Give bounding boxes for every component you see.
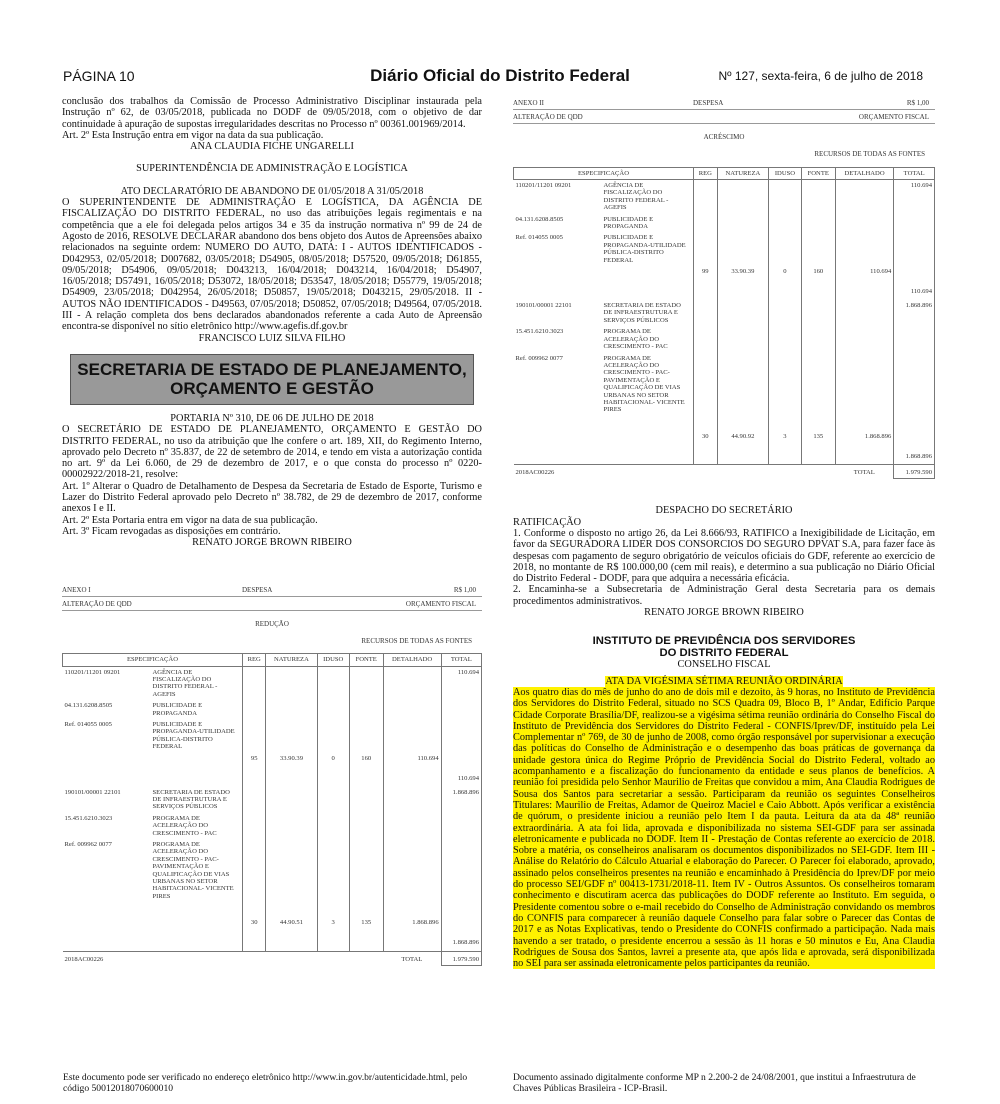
cell-reg <box>243 719 266 753</box>
cell-total <box>894 353 935 431</box>
superintendencia-title: SUPERINTENDÊNCIA DE ADMINISTRAÇÃO E LOGÍSTICA <box>136 163 408 175</box>
cell-iduso <box>769 326 802 352</box>
alteracao-label: ALTERAÇÃO DE QDD <box>513 113 583 121</box>
footer-verification: Este documento pode ser verificado no endereço eletrônico http://www.in.gov.br/autenticidade.html, pelo código 50012018070600010 <box>63 1072 468 1094</box>
cell-iduso <box>769 214 802 233</box>
anexo-i-table <box>62 653 482 966</box>
cell-iduso: 3 <box>769 431 802 465</box>
cell-total: 1.868.896 <box>441 917 481 951</box>
cell-det: 1.868.896 <box>383 917 441 951</box>
section-title-line1: SECRETARIA DE ESTADO DE PLANEJAMENTO, <box>77 359 467 379</box>
cell-code: 190101/00001 22101 <box>515 302 572 310</box>
cell-desc <box>602 431 694 465</box>
footer-total-value: 1.979.590 <box>441 951 481 965</box>
instituto-title-line2: DO DISTRITO FEDERAL <box>659 647 789 660</box>
column-header: IDUSO <box>317 654 349 666</box>
ata-title-wrap <box>513 676 935 687</box>
table-row <box>514 353 935 431</box>
column-header: IDUSO <box>769 167 802 179</box>
cell-det <box>835 353 894 431</box>
cell-total <box>441 719 481 753</box>
anexo-ii-table <box>513 167 935 480</box>
cell-code: 190101/00001 22101 <box>64 788 121 796</box>
anexo-label: ANEXO I <box>62 585 91 594</box>
cell-iduso <box>317 719 349 753</box>
cell-desc: PROGRAMA DE ACELERAÇÃO DO CRESCIMENTO - PAC-PAVIMENTAÇÃO E QUALIFICAÇÃO DE VIAS URBANAS NO SETOR HABITACIONAL- VICENTE PIRES <box>151 839 243 917</box>
cell-iduso: 3 <box>317 917 349 951</box>
cell-nat <box>266 719 317 753</box>
cell-iduso <box>317 787 349 813</box>
section-banner <box>70 354 474 405</box>
footer-total-label: TOTAL <box>853 469 875 476</box>
cell-iduso: 0 <box>317 753 349 787</box>
cell-desc: AGÊNCIA DE FISCALIZAÇÃO DO DISTRITO FEDERAL - AGEFIS <box>602 180 694 214</box>
column-header: TOTAL <box>441 654 481 666</box>
cell-code: 15.451.6210.3023 <box>64 814 113 822</box>
anexo-ii-header <box>513 96 935 124</box>
table-header-row <box>63 654 482 666</box>
ratificacao-label: RATIFICAÇÃO <box>513 516 582 528</box>
section-title-line2: ORÇAMENTO E GESTÃO <box>170 378 374 398</box>
cell-reg: 95 <box>243 753 266 787</box>
column-header: REG <box>694 167 718 179</box>
cell-code: Ref. 014055 0005 <box>64 720 112 728</box>
table-footer-row <box>514 465 935 479</box>
cell-iduso <box>317 813 349 839</box>
portaria-signature: RENATO JORGE BROWN RIBEIRO <box>192 537 352 549</box>
page-header <box>0 66 1000 90</box>
cell-det <box>383 813 441 839</box>
cell-fonte: 160 <box>801 266 835 300</box>
table-row <box>514 300 935 326</box>
footer-code: 2018AC00226 <box>515 469 555 476</box>
instrucao-conclusion: conclusão dos trabalhos da Comissão de Processo Administrativo Disciplinar instaurada pela Instrução nº 62, de 03/05/2018, publicada no DODF de 09/05/2018, com o objetivo de dar continuidade à apuração de supostas irregularidades descritas no Processo nº 00361.001969/2014. <box>62 96 482 130</box>
cell-code: 15.451.6210.3023 <box>515 328 564 336</box>
cell-reg <box>694 214 718 233</box>
cell-code <box>63 917 151 951</box>
cell-det: 1.868.896 <box>835 431 894 465</box>
cell-nat <box>266 787 317 813</box>
cell-nat <box>717 326 769 352</box>
cell-nat <box>717 300 769 326</box>
despacho-item-1: 1. Conforme o disposto no artigo 26, da Lei 8.666/93, RATIFICO a Inexigibilidade de Licitação, em favor da SEGURADORA LIDER DOS CONSORCIOS DO SEGURO DPVAT S.A, para fazer face às despesas com pagamento de seguro obrigatório de veículos oficiais do GDF, referente ao exercício de 2018, no montante de R$ 100.000,00 (cem mil reais), e determino a sua publicação no Diário Oficial do Distrito Federal - DODF, para que adquira a necessária eficácia. <box>513 528 935 585</box>
cell-desc <box>151 753 243 787</box>
table-row <box>63 666 482 700</box>
cell-total <box>441 700 481 719</box>
portaria-art1: Art. 1º Alterar o Quadro de Detalhamento de Despesa da Secretaria de Estado de Esporte, Turismo e Lazer do Distrito Federal aprovado pelo Decreto nº 38.782, de 29 de dezembro de 2017, conforme anexos I e II. <box>62 480 482 515</box>
cell-nat <box>266 700 317 719</box>
newspaper-title: Diário Oficial do Distrito Federal <box>370 66 630 85</box>
table-row <box>514 214 935 233</box>
cell-reg <box>243 813 266 839</box>
cell-det <box>383 700 441 719</box>
cell-fonte <box>801 353 835 431</box>
cell-nat <box>266 813 317 839</box>
cell-fonte <box>801 232 835 266</box>
cell-reg <box>694 300 718 326</box>
cell-desc: PROGRAMA DE ACELERAÇÃO DO CRESCIMENTO - PAC-PAVIMENTAÇÃO E QUALIFICAÇÃO DE VIAS URBANAS NO SETOR HABITACIONAL- VICENTE PIRES <box>602 353 694 431</box>
cell-iduso <box>317 839 349 917</box>
page-number: PÁGINA 10 <box>63 68 135 84</box>
cell-code <box>63 753 151 787</box>
column-header: ESPECIFICAÇÃO <box>63 654 243 666</box>
cell-fonte <box>801 214 835 233</box>
cell-code: Ref. 009962 0077 <box>515 354 563 362</box>
cell-det <box>835 326 894 352</box>
portaria-title: PORTARIA Nº 310, DE 06 DE JULHO DE 2018 <box>170 412 374 424</box>
cell-reg <box>694 353 718 431</box>
cell-code: 110201/11201 09201 <box>515 182 572 189</box>
cell-det: 110.694 <box>835 266 894 300</box>
cell-reg <box>243 666 266 700</box>
cell-desc: PUBLICIDADE E PROPAGANDA-UTILIDADE PÚBLICA-DISTRITO FEDERAL <box>602 232 694 266</box>
instrucao-signature: ANA CLAUDIA FICHE UNGARELLI <box>190 141 354 153</box>
alteracao-label: ALTERAÇÃO DE QDD <box>62 599 132 608</box>
footer-signature-notice: Documento assinado digitalmente conforme MP n 2.200-2 de 24/08/2001, que institui a Infraestrutura de Chaves Públicas Brasileira - ICP-Brasil. <box>513 1072 916 1094</box>
cell-total <box>441 839 481 917</box>
column-header: TOTAL <box>894 167 935 179</box>
cell-det <box>835 300 894 326</box>
cell-reg <box>243 700 266 719</box>
issue-info: Nº 127, sexta-feira, 6 de julho de 2018 <box>718 69 923 83</box>
cell-nat: 44.90.92 <box>717 431 769 465</box>
cell-det <box>383 666 441 700</box>
cell-iduso <box>317 700 349 719</box>
cell-nat: 44.90.51 <box>266 917 317 951</box>
cell-nat <box>717 214 769 233</box>
instituto-title-line1: INSTITUTO DE PREVIDÊNCIA DOS SERVIDORES <box>592 635 856 648</box>
despacho-title: DESPACHO DO SECRETÁRIO <box>655 505 793 517</box>
conselho-fiscal-label: CONSELHO FISCAL <box>677 659 771 671</box>
anexo-i-header <box>62 583 482 611</box>
cell-iduso <box>769 300 802 326</box>
cell-iduso <box>769 232 802 266</box>
table-row <box>514 232 935 266</box>
cell-reg: 30 <box>243 917 266 951</box>
table-row <box>63 753 482 787</box>
column-header: FONTE <box>801 167 835 179</box>
ato-signature: FRANCISCO LUIZ SILVA FILHO <box>198 332 346 344</box>
cell-total: 110.694 <box>894 180 935 214</box>
cell-iduso <box>769 180 802 214</box>
ato-body: O SUPERINTENDENTE DE ADMINISTRAÇÃO E LOGÍSTICA, DA AGÊNCIA DE FISCALIZAÇÃO DO DISTRITO FEDERAL, no uso das atribuições legais regimentais e na competência que a ele foi delegada pelos artigos 34 e 35 da instrução normativa nº 99 de 24 de Agosto de 2016, RESOLVE DECLARAR abandono dos bens objeto dos Autos de Apreensões abaixo relacionados na seguinte ordem: NUMERO DO AUTO, DATA: I - AUTOS IDENTIFICADOS - D042953, 02/05/2018; D007682, 03/05/2018; D54905, 08/05/2018; D57520, 09/05/2018; D61855, 09/05/2018; D54906, 09/05/2018; D043213, 16/04/2018; D043214, 16/04/2018; D54907, 16/05/2018; D57491, 16/05/2018; D53072, 18/05/2018; D53547, 18/05/2018; D55779, 19/05/2018; D54909, 23/05/2018; D042954, 26/05/2018; D50857, 19/05/2018; D043215, 29/05/2018. II - AUTOS NÃO IDENTIFICADOS - D49563, 07/05/2018; D50852, 07/05/2018; D49564, 07/05/2018. III - A relação completa dos bens declarados abandonados referente a cada Auto de Apreensão encontra-se disponível no sítio eletrônico http://www.agefis.df.gov.br <box>62 197 482 333</box>
footer-total-label: TOTAL <box>401 955 423 963</box>
cell-det <box>835 232 894 266</box>
cell-total: 1.868.896 <box>894 431 935 465</box>
cell-total: 1.868.896 <box>441 787 481 813</box>
cell-fonte <box>349 839 383 917</box>
cell-code <box>514 266 602 300</box>
cell-det <box>383 839 441 917</box>
reducao-label: REDUÇÃO <box>255 619 289 628</box>
cell-desc: PUBLICIDADE E PROPAGANDA <box>151 700 243 719</box>
cell-det <box>835 180 894 214</box>
cell-code: 04.131.6208.8505 <box>64 702 113 710</box>
column-header: NATUREZA <box>266 654 317 666</box>
cell-code: Ref. 014055 0005 <box>515 234 563 242</box>
table-row <box>514 180 935 214</box>
column-header: DETALHADO <box>835 167 894 179</box>
recursos-label: RECURSOS DE TODAS AS FONTES <box>814 150 925 159</box>
footer-total-value: 1.979.590 <box>894 465 935 479</box>
cell-total: 110.694 <box>894 266 935 300</box>
cell-reg <box>694 232 718 266</box>
cell-det <box>383 787 441 813</box>
despacho-signature: RENATO JORGE BROWN RIBEIRO <box>644 607 804 619</box>
unit-label: R$ 1,00 <box>453 585 476 594</box>
despesa-label: DESPESA <box>242 585 273 594</box>
cell-desc: PUBLICIDADE E PROPAGANDA-UTILIDADE PÚBLICA-DISTRITO FEDERAL <box>151 719 243 753</box>
ata-body: Aos quatro dias do mês de junho do ano de dois mil e dezoito, às 9 horas, no Instituto de Previdência dos Servidores do Distrito Federal, situado no SCS Quadra 09, Bloco B, 1º Andar, Edifício Parque Cidade Corporate Brasília/DF, realizou-se a vigésima sétima reunião ordinária do Conselho Fiscal do Instituto de Previdência dos Servidores do Distrito Federal - CONFIS/Iprev/DF, instituído pela Lei Complementar nº 769, de 30 de junho de 2008, como órgão responsável por supervisionar a execução das políticas do Conselho de Administração e o desempenho das boas práticas de governança da unidade gestora única do Regime Próprio de Previdência Social do Distrito Federal, voltado ao acompanhamento e a fiscalização do funcionamento da entidade e seus planos de benefícios. A reunião foi presidida pelo Senhor Maurilio de Freitas que convidou a mim, Ana Claudia Rodrigues de Sousa dos Santos para secretariar a sessão. Participaram da reunião os seguintes Conselheiros Titulares: Maurilio de Freitas, Adamor de Queiroz Maciel e Caio Abbott. Após verificar a existência de quórum, o presidente iniciou a reunião pelo Item I da pauta. Leitura da ata da 48ª reunião extraordinária. A ata foi lida, aprovada e disponibilizada no sistema SEI-GDF para ser assinada eletronicamente e publicada no DODF. Item II - Prestação de Contas referente ao exercício de 2018. Sobre a matéria, os conselheiros analisaram os documentos disponibilizados no SEI-GDF. Item III - Análise do Relatório do Cálculo Atuarial e elaboração do Parecer. O Parecer foi elaborado, aprovado, assinado pelos conselheiros presentes na reunião e encaminhado à Presidência do Iprev/DF por meio do processo SEI/GDF nº 00413-1731/2018-11. Item IV - Outros Assuntos. Os conselheiros tomaram conhecimento e discutiram acerca das publicações do DODF referente ao Instituto. Em seguida, o Presidente comentou sobre o e-mail recebido do Conselho de Administração convidando os membros do CONFIS para comparecer à reunião daquele Conselho para falar sobre o Parecer das Contas de 2017 e as Notas Explicativas, tendo o Presidente do CONFIS confirmado a participação. Nada mais havendo a ser tratado, o presidente encerrou a sessão às 11 horas e 50 minutos e Eu, Ana Claudia Rodrigues de Sousa dos Santos, lavrei a presente ata, que após lida e aprovada, será disponibilizada no SEI para ser assinada eletronicamente pelos participantes da reunião. <box>513 686 935 970</box>
cell-nat <box>266 839 317 917</box>
cell-nat <box>717 180 769 214</box>
cell-reg <box>243 787 266 813</box>
cell-det: 110.694 <box>383 753 441 787</box>
cell-total <box>894 214 935 233</box>
anexo-label: ANEXO II <box>513 99 544 107</box>
cell-reg: 99 <box>694 266 718 300</box>
ato-title: ATO DECLARATÓRIO DE ABANDONO DE 01/05/2018 A 31/05/2018 <box>120 185 424 197</box>
column-header: REG <box>243 654 266 666</box>
cell-total: 110.694 <box>441 753 481 787</box>
table-row <box>63 839 482 917</box>
cell-desc: PROGRAMA DE ACELERAÇÃO DO CRESCIMENTO - PAC <box>151 813 243 839</box>
column-header: ESPECIFICAÇÃO <box>514 167 694 179</box>
left-column <box>62 96 482 966</box>
table-row <box>63 787 482 813</box>
cell-fonte <box>801 326 835 352</box>
portaria-body: O SECRETÁRIO DE ESTADO DE PLANEJAMENTO, ORÇAMENTO E GESTÃO DO DISTRITO FEDERAL, no uso da atribuição que lhe confere o art. 189, XII, do Regimento Interno, aprovado pelo Decreto nº 35.837, de 22 de setembro de 2014, e tendo em vista a autorização contida no art. 9º da Lei 6.060, de 29 de dezembro de 2017, e o que consta do processo nº 0220-00002922/2018-21, resolve: <box>62 424 482 481</box>
cell-fonte <box>349 719 383 753</box>
cell-reg <box>694 326 718 352</box>
cell-nat <box>266 666 317 700</box>
cell-total <box>894 326 935 352</box>
cell-fonte: 135 <box>349 917 383 951</box>
cell-fonte <box>349 666 383 700</box>
right-column <box>513 96 935 969</box>
acrescimo-label: ACRÉSCIMO <box>703 133 745 141</box>
table-row <box>514 266 935 300</box>
cell-fonte <box>801 180 835 214</box>
cell-code: Ref. 009962 0077 <box>64 841 112 848</box>
cell-desc <box>602 266 694 300</box>
cell-fonte <box>349 700 383 719</box>
cell-nat: 33.90.39 <box>266 753 317 787</box>
cell-iduso <box>769 353 802 431</box>
cell-code <box>514 431 602 465</box>
ata-title: ATA DA VIGÉSIMA SÉTIMA REUNIÃO ORDINÁRIA <box>605 675 843 687</box>
cell-desc: PUBLICIDADE E PROPAGANDA <box>602 214 694 233</box>
cell-fonte: 160 <box>349 753 383 787</box>
cell-fonte <box>349 813 383 839</box>
cell-desc: SECRETARIA DE ESTADO DE INFRAESTRUTURA E SERVIÇOS PÚBLICOS <box>602 300 694 326</box>
cell-code: 04.131.6208.8505 <box>515 215 564 223</box>
orcamento-label: ORÇAMENTO FISCAL <box>858 113 929 121</box>
orcamento-label: ORÇAMENTO FISCAL <box>405 599 476 608</box>
table-row <box>63 719 482 753</box>
cell-desc <box>151 917 243 951</box>
cell-iduso <box>317 666 349 700</box>
instrucao-art2: Art. 2º Esta Instrução entra em vigor na data da sua publicação. <box>62 129 324 141</box>
cell-det <box>835 214 894 233</box>
cell-total <box>894 232 935 266</box>
column-header: NATUREZA <box>717 167 769 179</box>
table-row <box>63 917 482 951</box>
cell-reg: 30 <box>694 431 718 465</box>
recursos-label: RECURSOS DE TODAS AS FONTES <box>361 636 472 645</box>
cell-det <box>383 719 441 753</box>
cell-desc: SECRETARIA DE ESTADO DE INFRAESTRUTURA E SERVIÇOS PÚBLICOS <box>151 787 243 813</box>
cell-reg <box>694 180 718 214</box>
table-row <box>514 326 935 352</box>
cell-nat: 33.90.39 <box>717 266 769 300</box>
cell-fonte <box>801 300 835 326</box>
footer-code: 2018AC00226 <box>64 955 104 963</box>
portaria-art2: Art. 2º Esta Portaria entra em vigor na data de sua publicação. <box>62 514 318 526</box>
cell-desc: PROGRAMA DE ACELERAÇÃO DO CRESCIMENTO - PAC <box>602 326 694 352</box>
table-row <box>63 813 482 839</box>
cell-reg <box>243 839 266 917</box>
despacho-item-2: 2. Encaminha-se a Subsecretaria de Administração Geral desta Secretaria para os demais procedimentos administrativos. <box>513 584 935 607</box>
table-header-row <box>514 167 935 179</box>
table-row <box>514 431 935 465</box>
cell-nat <box>717 232 769 266</box>
cell-fonte: 135 <box>801 431 835 465</box>
table-footer-row <box>63 951 482 965</box>
cell-total <box>441 813 481 839</box>
cell-code: 110201/11201 09201 <box>64 668 121 676</box>
cell-total: 110.694 <box>441 666 481 700</box>
portaria-art3: Art. 3º Ficam revogadas as disposições em contrário. <box>62 525 281 537</box>
column-header: FONTE <box>349 654 383 666</box>
column-header: DETALHADO <box>383 654 441 666</box>
cell-nat <box>717 353 769 431</box>
cell-iduso: 0 <box>769 266 802 300</box>
cell-total: 1.868.896 <box>894 300 935 326</box>
unit-label: R$ 1,00 <box>906 99 929 107</box>
cell-fonte <box>349 787 383 813</box>
despesa-label: DESPESA <box>693 99 724 107</box>
table-row <box>63 700 482 719</box>
cell-desc: AGÊNCIA DE FISCALIZAÇÃO DO DISTRITO FEDERAL - AGEFIS <box>151 666 243 700</box>
